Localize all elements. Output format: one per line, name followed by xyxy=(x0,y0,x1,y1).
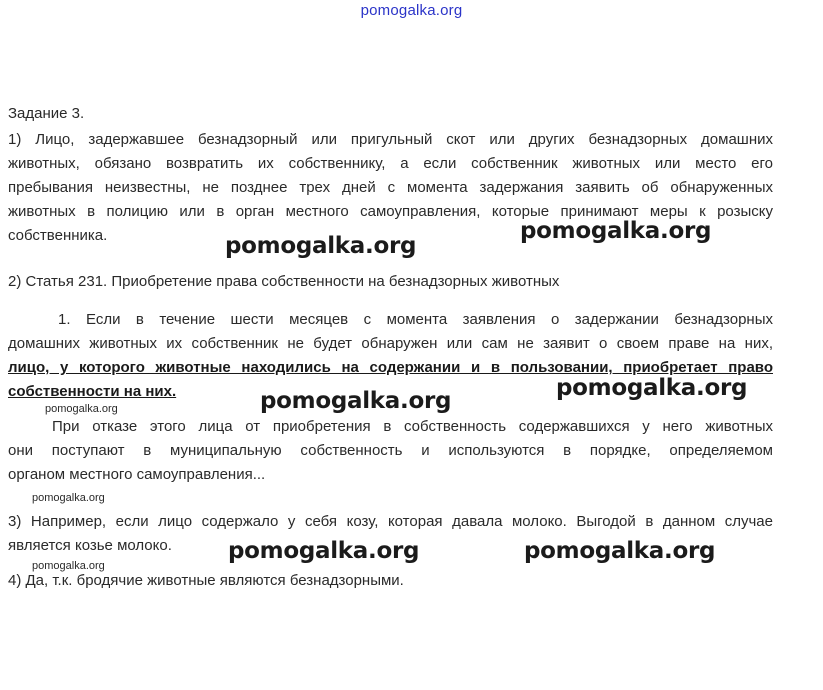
answer-1-line: животных в полицию или в орган местного самоуправления, которые принимают меры к розыску xyxy=(8,203,773,220)
watermark-text: pomogalka.org xyxy=(225,233,417,259)
watermark-text: pomogalka.org xyxy=(524,538,716,564)
article-bold-line: собственности на них. xyxy=(8,383,177,400)
article-paragraph-line: домашних животных их собственник не будет обнаружен или сам не заявит о своем праве на них, xyxy=(8,335,773,352)
answer-1-line: собственника. xyxy=(8,227,108,244)
article-heading: 2) Статья 231. Приобретение права собственности на безнадзорных животных xyxy=(8,273,560,290)
answer-3-line: 3) Например, если лицо содержало у себя козу, которая давала молоко. Выгодой в данном случае xyxy=(8,513,773,530)
answer-1-line: 1) Лицо, задержавшее безнадзорный или пригульный скот или других безнадзорных домашних xyxy=(8,131,773,148)
watermark-text: pomogalka.org xyxy=(228,538,420,564)
article-paragraph-line: 1. Если в течение шести месяцев с момента заявления о задержании безнадзорных xyxy=(58,311,773,328)
task-title: Задание 3. xyxy=(8,105,85,122)
article-bold-line: лицо, у которого животные находились на содержании и в пользовании, приобретает право xyxy=(8,359,773,376)
watermark-small-text: pomogalka.org xyxy=(45,403,118,415)
header-watermark: pomogalka.org xyxy=(360,2,463,19)
article-paragraph-line: органом местного самоуправления... xyxy=(8,466,266,483)
article-paragraph-line: они поступают в муниципальную собственность и используются в порядке, определяемом xyxy=(8,442,773,459)
watermark-text: pomogalka.org xyxy=(260,388,452,414)
answer-4-line: 4) Да, т.к. бродячие животные являются безнадзорными. xyxy=(8,572,404,589)
watermark-small-text: pomogalka.org xyxy=(32,492,105,504)
answer-3-line: является козье молоко. xyxy=(8,537,172,554)
article-paragraph-line: При отказе этого лица от приобретения в собственность содержавшихся у него животных xyxy=(52,418,773,435)
answer-1-line: животных, обязано возвратить их собственнику, а если собственник животных или место его xyxy=(8,155,773,172)
watermark-small-text: pomogalka.org xyxy=(32,560,105,572)
answer-1-line: пребывания неизвестны, не позднее трех дней с момента задержания заявить об обнаруженных xyxy=(8,179,773,196)
watermark-text: pomogalka.org xyxy=(520,218,712,244)
watermark-text: pomogalka.org xyxy=(556,375,748,401)
